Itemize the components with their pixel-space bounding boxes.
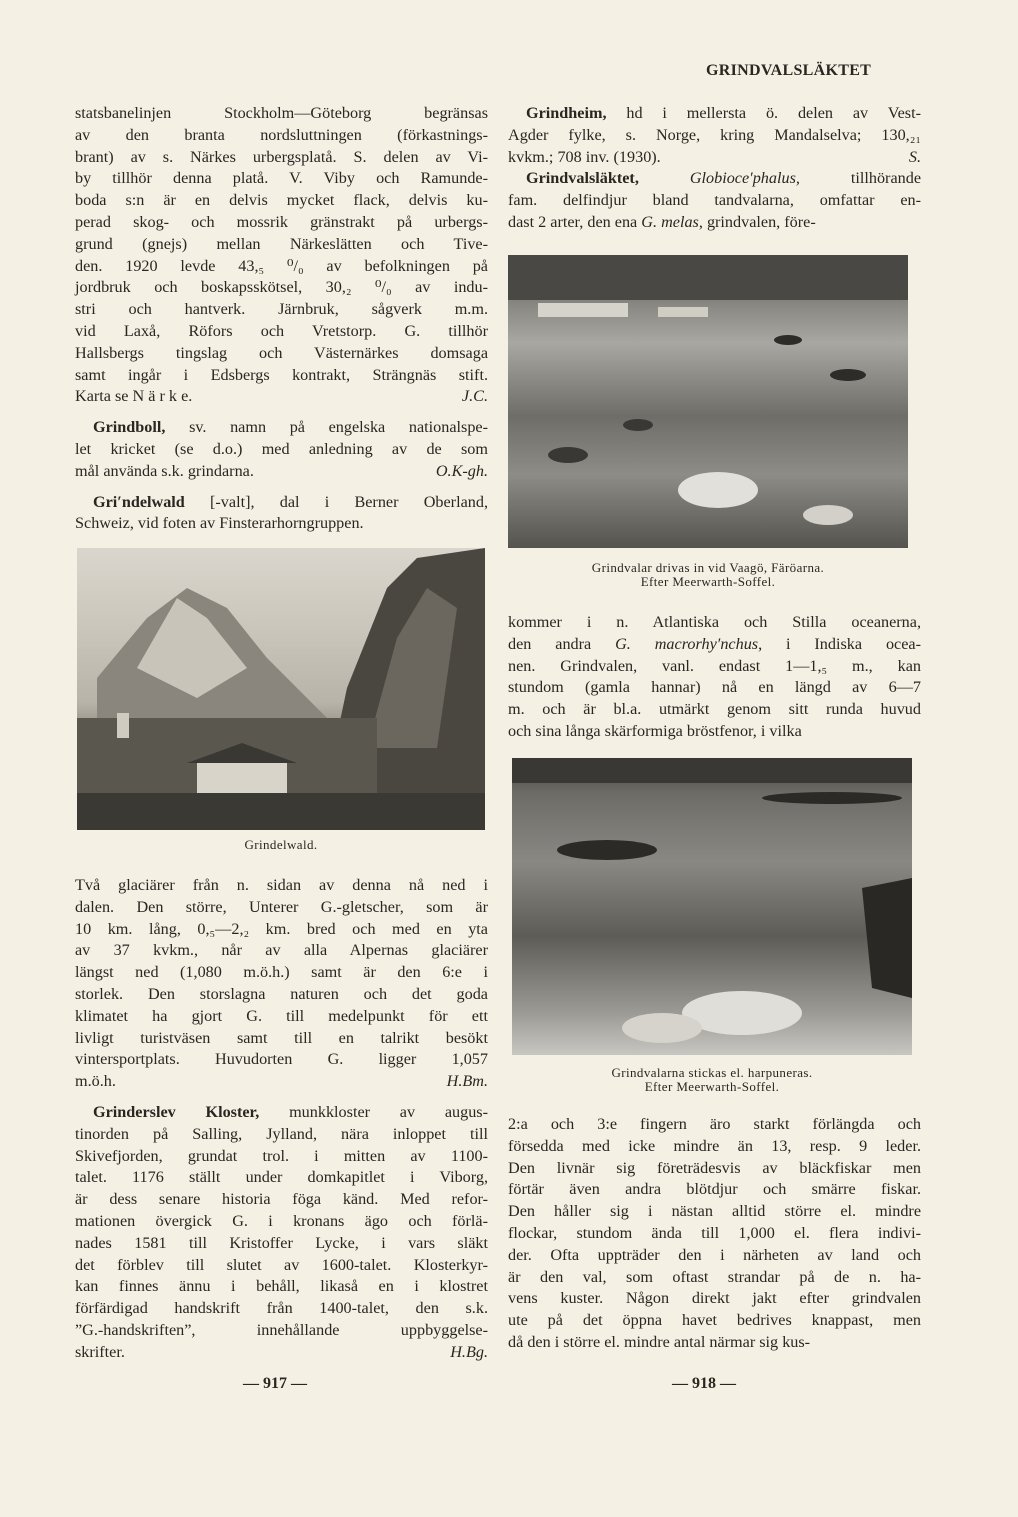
running-title: GRINDVALSLÄKTET (706, 62, 872, 79)
author-signature: H.Bg. (450, 1342, 488, 1361)
text-span: mål använda s.k. grindarna. (75, 461, 254, 480)
caption-credit: Efter Meerwarth-Soffel. (640, 574, 776, 589)
text-line (75, 1071, 488, 1093)
text-line: vens kuster. Någon direkt jakt efter grindvalen (508, 1289, 921, 1308)
text-span: , grindvalen, före- (698, 212, 816, 231)
caption-whales-driven (508, 561, 908, 589)
author-signature: H.Bm. (446, 1072, 488, 1091)
harpooning-illustration (512, 758, 912, 1055)
text-span: dast 2 arter, den ena (508, 212, 642, 231)
text-line (508, 634, 921, 656)
text-span: skrifter. (75, 1342, 125, 1361)
entry-headword: Grindvalsläktet, (526, 169, 639, 188)
text-line: 10 km. lång, 0,₅—2,₂ km. bred och med en yta (75, 919, 488, 938)
text-line: fam. delfindjur bland tandvalarna, omfattar en- (508, 191, 921, 210)
text-line: Den livnär sig företrädesvis av bläckfiskar men (508, 1158, 921, 1177)
text-line: by tillhör denna platå. V. Viby och Ramunde- (75, 169, 488, 188)
paragraph-gap (75, 483, 488, 492)
right-column-bottom (508, 1114, 921, 1354)
text-span: , i Indiska ocea- (758, 634, 921, 653)
text-line: Hallsbergs tingslag och Västernärkes domsaga (75, 343, 488, 362)
text-line (75, 417, 488, 439)
text-span: Karta se N ä r k e. (75, 387, 193, 406)
text-line: kommer i n. Atlantiska och Stilla oceanerna, (508, 613, 921, 631)
entry-headword: Grindheim, (526, 104, 607, 122)
text-line: stri och hantverk. Järnbruk, sågverk m.m. (75, 300, 488, 319)
text-line: ”G.-handskriften”, innehållande uppbyggelse- (75, 1320, 488, 1339)
text-line: ute på det öppna havet bedrives knappast, men (508, 1311, 921, 1330)
text-span: hd i mellersta ö. delen av Vest- (606, 104, 921, 122)
text-line: perad skog- och mossrik gränstrakt på urbergs- (75, 212, 488, 231)
photo-grindelwald (77, 548, 485, 830)
text-line (75, 492, 488, 514)
text-line: let kricket (se d.o.) med anledning av de som (75, 439, 488, 458)
left-column-top (75, 103, 488, 535)
text-span: sv. namn på engelska nationalspe- (165, 418, 488, 437)
text-span: [-valt], dal i Berner Oberland, (184, 492, 488, 511)
text-line: talet. 1176 ställt under domkapitlet i Viborg, (75, 1168, 488, 1187)
text-line (75, 1102, 488, 1124)
text-line: Agder fylke, s. Norge, kring Mandalselva; 130,₂₁ (508, 125, 921, 144)
text-line (75, 386, 488, 408)
text-line (75, 1342, 488, 1364)
text-line: förfärdigad handskrift från 1400-talet, den s.k. (75, 1299, 488, 1318)
text-line: längst ned (1,080 m.ö.h.) samt är den 6:e i (75, 963, 488, 982)
text-line: klimatet ha gjort G. till medelpunkt för ett (75, 1006, 488, 1025)
text-line: boda s:n är en delvis mycket flack, delvis ku- (75, 191, 488, 210)
caption-line: Grindvalar drivas in vid Vaagö, Färöarna. (591, 560, 825, 575)
left-column-bottom (75, 875, 488, 1364)
text-line: m. och är bl.a. utmärkt genom sitt runda huvud (508, 700, 921, 719)
text-line: vid Laxå, Röfors och Vretstorp. G. tillhör (75, 321, 488, 340)
text-line: storlek. Den storslagna naturen och det goda (75, 984, 488, 1003)
text-line: av 37 kvkm., når av alla Alpernas glaciärer (75, 941, 488, 960)
page-number-left: — 917 — (243, 1375, 307, 1392)
text-line: Skivefjorden, grundat trol. i mitten av 1100- (75, 1146, 488, 1165)
page-number-right: — 918 — (672, 1375, 736, 1392)
text-line: Schweiz, vid foten av Finsterarhorngruppen. (75, 514, 364, 533)
paragraph-gap (75, 408, 488, 417)
entry-headword: Gri′ndelwald (93, 492, 185, 511)
text-line: samt ingår i Edsbergs kontrakt, Strängnäs stift. (75, 365, 488, 384)
text-line: mationen övergick G. i kronans ägo och förlä- (75, 1211, 488, 1230)
photo-whales-driven (508, 255, 908, 548)
entry-headword: Grindboll, (93, 418, 166, 437)
author-signature: O.K-gh. (435, 461, 488, 480)
text-line: jordbruk och boskapsskötsel, 30,₂ ⁰/₀ av indu- (75, 278, 488, 297)
text-line: nades 1581 till Kristoffer Lycke, i vars släkt (75, 1233, 488, 1252)
text-line (508, 147, 921, 169)
text-line: är den val, som oftast strandar på de n. ha- (508, 1267, 921, 1286)
text-line: av den branta nordsluttningen (förkastnings- (75, 125, 488, 144)
text-line: den. 1920 levde 43,₅ ⁰/₀ av befolkningen på (75, 256, 488, 275)
text-span: kvkm.; 708 inv. (1930). (508, 147, 661, 166)
text-line: tinorden på Salling, Jylland, nära inloppet till (75, 1124, 488, 1143)
photo-whales-harpooned (512, 758, 912, 1055)
text-line: Två glaciärer från n. sidan av denna nå ned i (75, 876, 488, 894)
paragraph-gap (75, 1093, 488, 1102)
text-line: der. Ofta uppträder den i närheten av land och (508, 1245, 921, 1264)
text-line: vintersportplats. Huvudorten G. ligger 1,057 (75, 1050, 488, 1069)
text-span (639, 169, 690, 187)
text-line: flockar, stundom ända till 1,000 el. flera indivi- (508, 1223, 921, 1242)
text-line: brant) av s. Närkes urbergsplatå. S. delen av Vi- (75, 147, 488, 166)
italic-term: G. macrorhy′nchus (615, 634, 759, 653)
right-column-top (508, 103, 921, 234)
text-line: är dess senare historia föga känd. Med refor- (75, 1190, 488, 1209)
text-span: munkkloster av augus- (259, 1102, 488, 1121)
caption-grindelwald: Grindelwald. (244, 837, 318, 852)
whale-drive-illustration (508, 255, 908, 548)
text-line (508, 103, 921, 125)
text-line: statsbanelinjen Stockholm—Göteborg begränsas (75, 104, 488, 122)
entry-headword: Grinderslev Kloster, (93, 1102, 260, 1121)
text-span: m.ö.h. (75, 1072, 116, 1091)
text-line: och sina långa skärformiga bröstfenor, i vilka (508, 721, 802, 740)
mountain-illustration (77, 548, 485, 830)
caption-whales-harpooned (512, 1066, 912, 1094)
text-line: försedda med icke mindre än 13, resp. 9 leder. (508, 1136, 921, 1155)
author-signature: S. (908, 147, 921, 166)
text-line (75, 461, 488, 483)
text-line: nen. Grindvalen, vanl. endast 1—1,₅ m., kan (508, 656, 921, 675)
italic-term: Globioce′phalus, (689, 169, 800, 188)
text-line: då den i större el. mindre antal närmar sig kus- (508, 1332, 811, 1351)
caption-line: Grindvalarna stickas el. harpuneras. (611, 1065, 813, 1080)
italic-term: G. melas (641, 212, 699, 231)
text-span: tillhörande (799, 169, 922, 188)
text-line: Den håller sig i nästan alltid större el. mindre (508, 1202, 921, 1221)
text-line: det förblev till slutet av 1600-talet. Klosterkyr- (75, 1255, 488, 1274)
text-line: grund (gnejs) mellan Närkeslätten och Tive- (75, 234, 488, 253)
text-line: förtär även andra blötdjur och smärre fiskar. (508, 1180, 921, 1199)
text-line: 2:a och 3:e fingern äro starkt förlängda och (508, 1115, 921, 1133)
text-line (508, 168, 921, 190)
right-column-middle (508, 612, 921, 743)
text-span: den andra (508, 634, 616, 653)
text-line: kan finnes ännu i behåll, likaså en i klostret (75, 1277, 488, 1296)
caption-credit: Efter Meerwarth-Soffel. (644, 1079, 780, 1094)
text-line (508, 212, 921, 234)
text-line: stundom (gamla hannar) nå en längd av 6—7 (508, 678, 921, 697)
author-signature: J.C. (461, 387, 488, 406)
text-line: livligt turistväsen samt till en talrikt besökt (75, 1028, 488, 1047)
text-line: dalen. Den större, Unterer G.-gletscher, som är (75, 897, 488, 916)
